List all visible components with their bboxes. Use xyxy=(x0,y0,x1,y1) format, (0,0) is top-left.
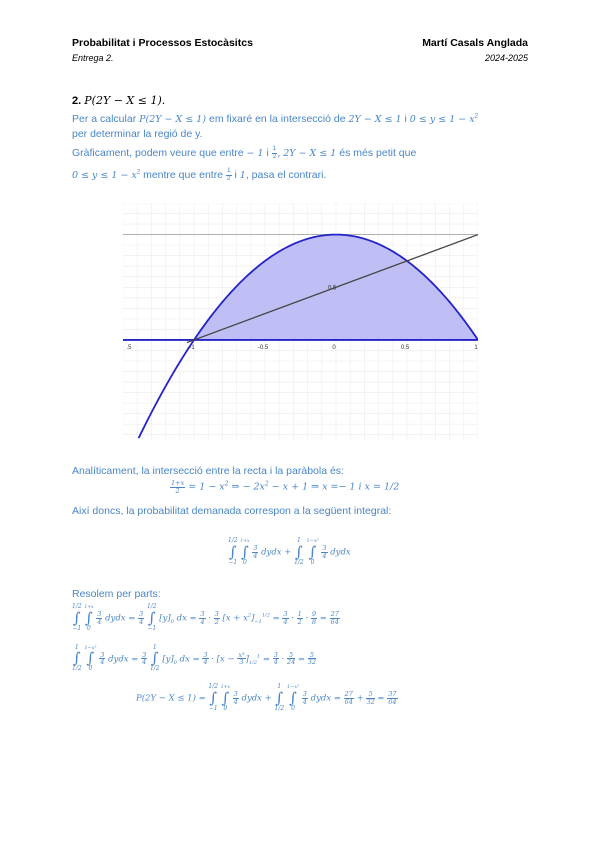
text: i xyxy=(266,146,269,159)
fraction: $\frac{3}{4}$ xyxy=(322,544,327,560)
paragraph-1-line-2: per determinar la regió de y. xyxy=(72,128,203,140)
eq-part: = 1 − x xyxy=(188,481,225,493)
academic-year: 2024-2025 xyxy=(484,53,528,63)
problem-title-expr: P(2Y − X ≤ 1). xyxy=(84,94,166,107)
fraction-half: $\frac{1}{2}$ xyxy=(272,145,277,160)
text: , pasa el contrari. xyxy=(245,168,327,181)
text: mentre que entre xyxy=(143,168,224,181)
author-name: Martí Casals Anglada xyxy=(422,37,528,49)
analytic-outro: Així doncs, la probabilitat demanada correspon a la següent integral: xyxy=(72,505,392,517)
math-expr: 1 xyxy=(239,169,246,181)
math-expr: 0 ≤ y ≤ 1 − x xyxy=(409,114,475,125)
final-lhs: P(2Y − X ≤ 1) = xyxy=(136,693,206,704)
analytic-intro: Analíticament, la intersecció entre la recta i la paràbola és: xyxy=(72,465,344,477)
parts-intro: Resolem per parts: xyxy=(72,588,161,600)
course-title: Probabilitat i Processos Estocàsitcs xyxy=(72,37,253,49)
math-expr: − 1 xyxy=(246,147,264,159)
x-tick-label: -0.5 xyxy=(257,344,269,351)
problem-number: 2. xyxy=(72,95,82,107)
region-chart xyxy=(123,203,478,440)
intersection-equation: $\frac{1+x}{2}$ = $1 - x^2$ ⇒ − $2x^2 - x + 1$ ⇒ x =− 1 i x = 1/2 xyxy=(171,479,400,495)
y-tick-label: 0.5 xyxy=(328,285,337,292)
final-result: P(2Y − X ≤ 1) = 1/2 ∫ −1 1+x ∫ 0 $\frac{3}{4}$ dydx + 1 ∫ 1/2 1−x² ∫ 0 $\frac{3}{4}$ dydx = $\frac{27}{64}$ + $\frac{5}{32}$ = $\frac{37}{64}$ xyxy=(136,683,397,712)
integral-limits: 1/2 ∫ −1 xyxy=(228,537,238,566)
fraction: $\frac{1+x}{2}$ xyxy=(171,479,185,495)
text: i xyxy=(234,168,237,181)
x-tick-label: 0.5 xyxy=(400,344,410,351)
x-tick-label: -1 xyxy=(189,344,195,351)
math-expr: 2Y − X ≤ 1 xyxy=(283,147,337,159)
text: i xyxy=(404,113,407,125)
integral-limits: 1−x² ∫ 0 xyxy=(306,538,319,566)
fraction-half: $\frac{1}{2}$ xyxy=(226,167,231,182)
x-tick-label: 0 xyxy=(332,344,336,351)
problem-heading xyxy=(72,94,165,107)
x-tick-label: 1 xyxy=(474,344,478,351)
assignment-label: Entrega 2. xyxy=(72,53,114,63)
fraction: $\frac{3}{4}$ xyxy=(253,544,258,560)
text: Per a calcular xyxy=(72,113,137,125)
text: em fixaré en la intersecció de xyxy=(208,113,346,125)
integral-limits: 1 ∫ 1/2 xyxy=(294,537,304,566)
math-expr: 2Y − X ≤ 1 xyxy=(348,114,402,125)
math-expr: 0 ≤ y ≤ 1 − x xyxy=(72,169,137,181)
math-expr: P(2Y − X ≤ 1) xyxy=(139,114,207,125)
integral-limits: 1+x ∫ 0 xyxy=(240,539,250,566)
eq-part: ⇒ − 2x xyxy=(231,481,265,493)
main-integral xyxy=(228,538,351,566)
paragraph-1-line-1: Per a calcular P(2Y − X ≤ 1) em fixaré en la intersecció de 2Y − X ≤ 1 i $0 \le y \le 1 - x^2$ xyxy=(72,113,478,125)
integrand: dydx xyxy=(330,547,351,558)
eq-part: − x + 1 ⇒ x =− 1 i x = 1/2 xyxy=(271,481,400,493)
plus: + xyxy=(284,547,292,558)
x-tick-label: .5 xyxy=(126,344,132,351)
paragraph-2: Gràficament, podem veure que entre − 1 i $\frac{1}{2}$ , 2Y − X ≤ 1 és més petit que xyxy=(72,145,417,160)
parts-line-2: 1 ∫ 1/2 1−x² ∫ 0 $\frac{3}{4}$ dydx = $\frac{3}{4}$ 1 ∫ 1/2 $[y]_0$ dx = $\frac{3}{4}$ · [x − $\frac{\text{x³}}{3}$ ]$_{1/2}^1$ = $\frac{3}{4}$ · $\frac{5}{24}$ = $\frac{5}{32}$ xyxy=(72,644,317,673)
text: Gràficament, podem veure que entre xyxy=(72,146,244,159)
paragraph-3: $0 \le y \le 1 - x^2$ mentre que entre $\frac{1}{2}$ i 1, pasa el contrari. xyxy=(72,167,327,182)
text: és més petit que xyxy=(339,146,417,159)
parts-line-1: 1/2 ∫ −1 1+x ∫ 0 $\frac{3}{4}$ dydx = $\frac{3}{4}$ 1/2 ∫ −1 $[y]_0$ dx = $\frac{3}{4}$ · $\frac{3}{2}$ $[x + x^2]_{-1}^{1/2}$ = $\frac{3}{4}$ · $\frac{1}{2}$ · $\frac{9}{8}$ = $\frac{27}{64}$ xyxy=(72,603,339,632)
integrand: dydx xyxy=(261,547,282,558)
